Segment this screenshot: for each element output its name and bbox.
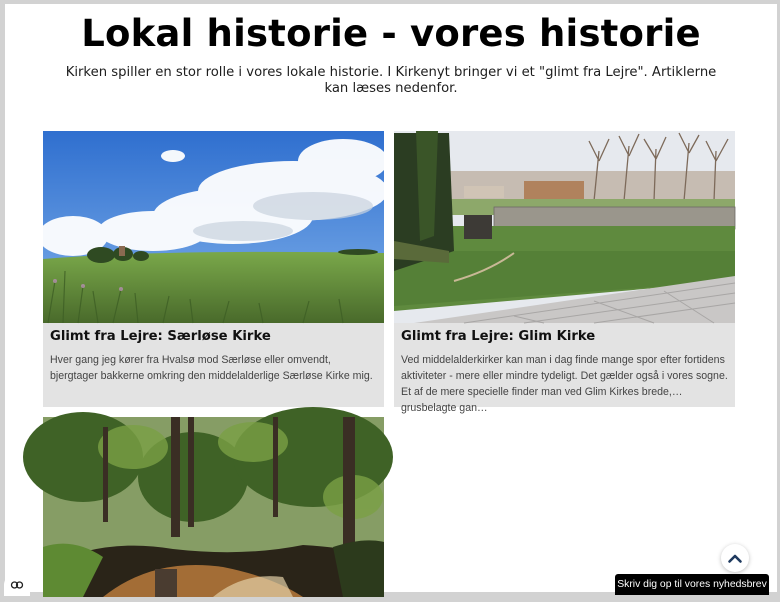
cookie-settings-icon xyxy=(10,580,24,590)
article-image-forest-stream[interactable] xyxy=(43,417,384,597)
article-image-field[interactable] xyxy=(43,131,384,323)
article-card-saerloese[interactable] xyxy=(43,131,384,407)
page-intro: Kirken spiller en stor rolle i vores lokale historie. I Kirkenyt bringer vi et "glimt fra Lejre". Artiklerne kan læses nedenfor. xyxy=(65,65,717,96)
article-card-forest[interactable] xyxy=(43,417,384,597)
article-image-churchyard[interactable] xyxy=(394,131,735,323)
article-excerpt: Hver gang jeg kører fra Hvalsø mod Særløse eller omvendt, bjergtager bakkerne omkring den middelalderlige Særløse Kirke mig. xyxy=(50,354,373,382)
page-frame xyxy=(5,4,777,592)
cookie-settings-button[interactable] xyxy=(4,574,30,596)
scroll-to-top-button[interactable] xyxy=(721,544,749,572)
article-excerpt: Ved middelalderkirker kan man i dag finde mange spor efter fortidens aktiviteter - mere eller mindre tydeligt. Det gælder også i vores sogne. Et af de mere specielle finder man ved Glim Kirkes brede, grusbelagte gan… xyxy=(401,354,728,414)
article-title[interactable]: Glimt fra Lejre: Særløse Kirke xyxy=(50,329,271,344)
article-card-glim[interactable] xyxy=(394,131,735,414)
chevron-up-icon xyxy=(728,553,742,563)
page-title: Lokal historie - vores historie xyxy=(81,12,701,55)
article-title[interactable]: Glimt fra Lejre: Glim Kirke xyxy=(401,329,596,344)
newsletter-signup-button[interactable]: Skriv dig op til vores nyhedsbrev xyxy=(615,574,769,595)
